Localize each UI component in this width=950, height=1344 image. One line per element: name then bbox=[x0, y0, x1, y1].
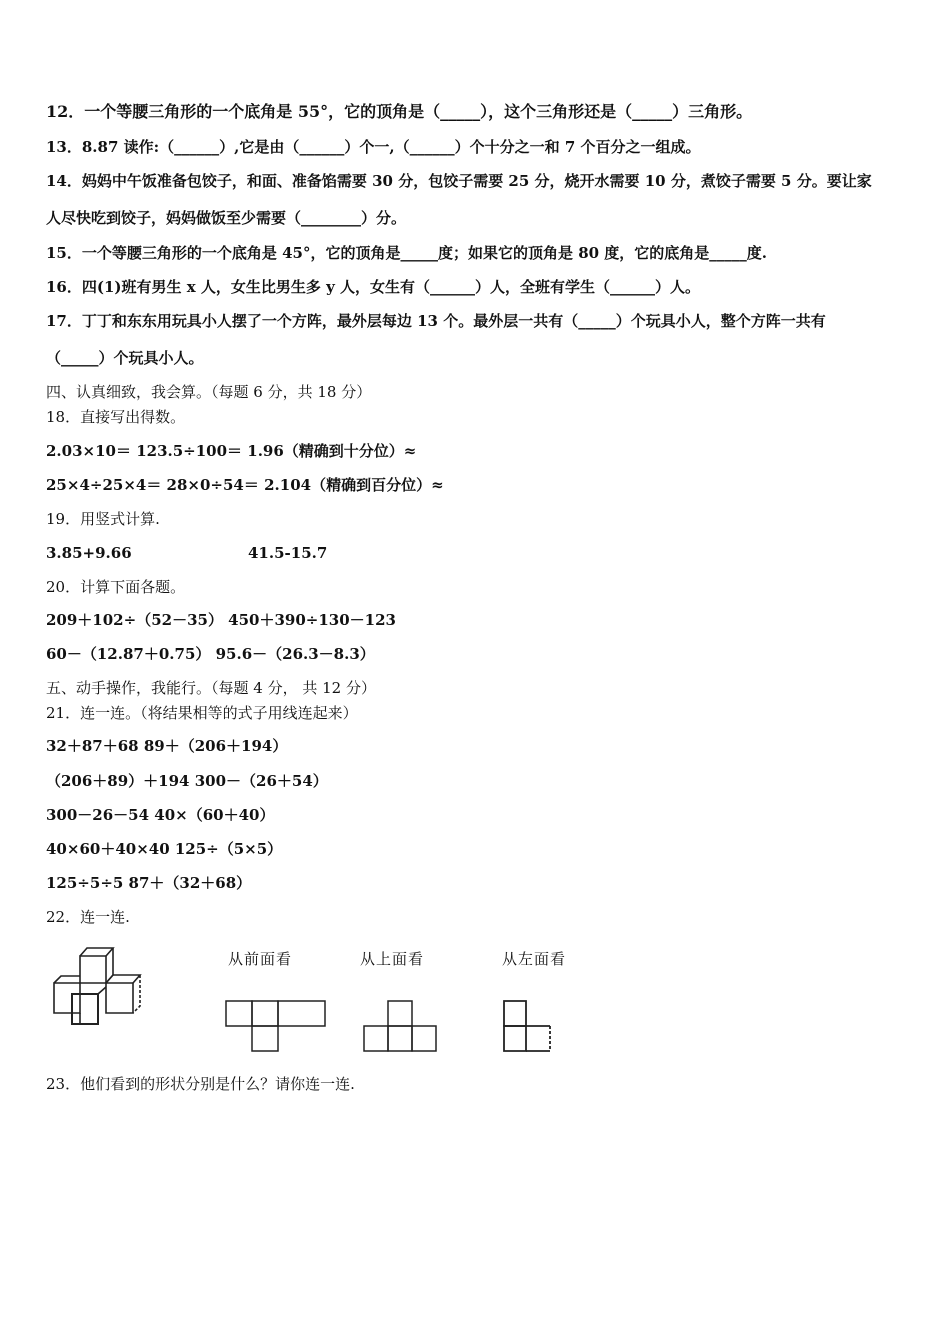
question-16: 16．四(1)班有男生 x 人，女生比男生多 y 人，女生有（______）人，全班有学生（______）人。 bbox=[46, 278, 701, 296]
question-13: 13．8.87 读作:（______）,它是由（______）个一,（______）个十分之一和 7 个百分之一组成。 bbox=[46, 138, 701, 156]
question-20-row2: 60－（12.87＋0.75） 95.6－（26.3－8.3） bbox=[46, 645, 375, 663]
question-18: 18．直接写出得数。 bbox=[46, 408, 186, 426]
question-18-row1: 2.03×10＝ 123.5÷100＝ 1.96（精确到十分位）≈ bbox=[46, 442, 417, 460]
question-20: 20．计算下面各题。 bbox=[46, 578, 186, 596]
question-18-row2: 25×4÷25×4＝ 28×0÷54＝ 2.104（精确到百分位）≈ bbox=[46, 476, 444, 494]
question-17-line2: （_____）个玩具小人。 bbox=[46, 349, 204, 367]
question-19-expr-a: 3.85+9.66 bbox=[46, 544, 132, 562]
question-12: 12．一个等腰三角形的一个底角是 55°，它的顶角是（_____），这个三角形还是（_____）三角形。 bbox=[46, 102, 753, 121]
question-21: 21．连一连。（将结果相等的式子用线连起来） bbox=[46, 704, 358, 722]
question-14-line1: 14．妈妈中午饭准备包饺子，和面、准备馅需要 30 分，包饺子需要 25 分，烧开水需要 10 分，煮饺子需要 5 分。要让家 bbox=[46, 172, 872, 190]
section-5-heading: 五、动手操作，我能行。（每题 4 分， 共 12 分） bbox=[46, 679, 376, 697]
view-shape-c bbox=[500, 998, 558, 1054]
question-21-row2: （206＋89）＋194 300－（26＋54） bbox=[46, 772, 328, 790]
cube-stack-figure bbox=[48, 944, 148, 1029]
question-21-row5: 125÷5÷5 87＋（32＋68） bbox=[46, 874, 252, 892]
section-4-heading: 四、认真细致，我会算。（每题 6 分，共 18 分） bbox=[46, 383, 372, 401]
question-21-row3: 300－26－54 40×（60＋40） bbox=[46, 806, 275, 824]
view-label-front: 从前面看 bbox=[228, 950, 293, 968]
question-21-row4: 40×60＋40×40 125÷（5×5） bbox=[46, 840, 283, 858]
view-shape-a bbox=[222, 998, 332, 1054]
question-15: 15．一个等腰三角形的一个底角是 45°，它的顶角是_____度；如果它的顶角是 80 度，它的底角是_____度. bbox=[46, 244, 768, 262]
question-14-line2: 人尽快吃到饺子，妈妈做饭至少需要（________）分。 bbox=[46, 209, 407, 227]
question-20-row1: 209＋102÷（52－35） 450＋390÷130－123 bbox=[46, 611, 396, 629]
question-19-expr-b: 41.5-15.7 bbox=[248, 544, 328, 562]
question-17-line1: 17．丁丁和东东用玩具小人摆了一个方阵，最外层每边 13 个。最外层一共有（_____）个玩具小人，整个方阵一共有 bbox=[46, 312, 826, 330]
question-22: 22．连一连. bbox=[46, 908, 130, 926]
view-label-top: 从上面看 bbox=[360, 950, 425, 968]
view-label-left: 从左面看 bbox=[502, 950, 567, 968]
view-shape-b bbox=[360, 998, 440, 1054]
question-21-row1: 32＋87＋68 89＋（206＋194） bbox=[46, 737, 288, 755]
question-19: 19．用竖式计算. bbox=[46, 510, 160, 528]
question-23: 23．他们看到的形状分别是什么？请你连一连. bbox=[46, 1075, 355, 1093]
